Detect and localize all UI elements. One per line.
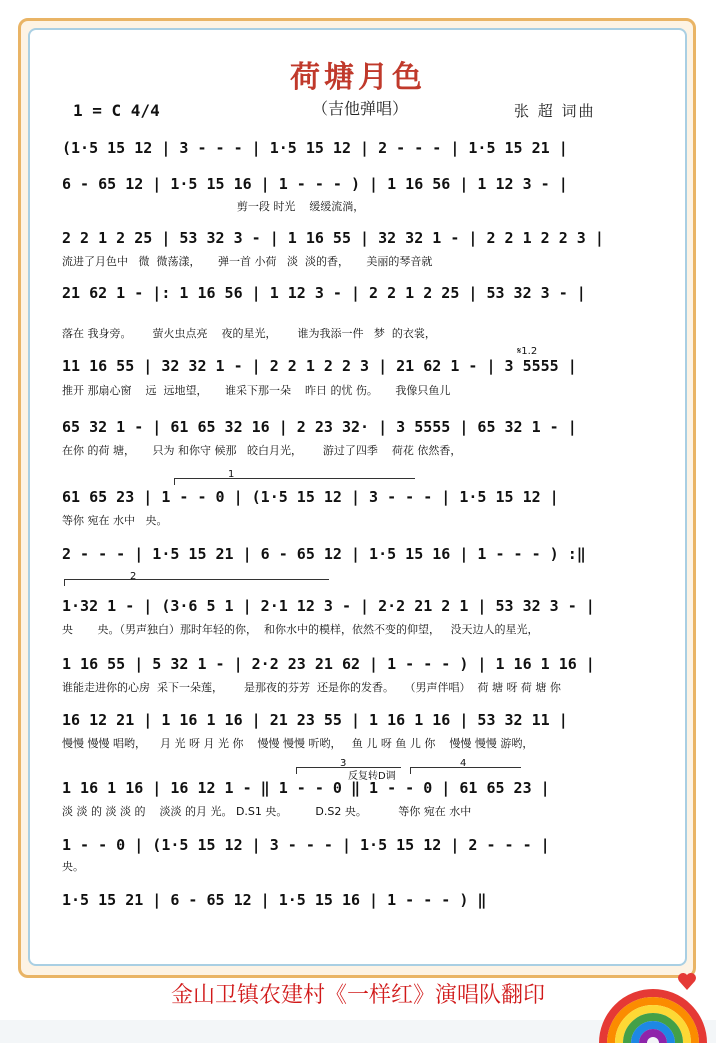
key-signature: 1 = C 4/4: [73, 101, 160, 120]
lyrics-row-7: 等你 宛在 水中 央。: [62, 514, 168, 527]
notation-row-10: 1 16 55 | 5 32 1 - | 2·2 23 21 62 | 1 - - - ) | 1 16 1 16 |: [62, 655, 595, 673]
notation-row-1: (1·5 15 12 | 3 - - - | 1·5 15 12 | 2 - - - | 1·5 15 21 |: [62, 139, 568, 157]
notation-row-7: 61 65 23 | 1 - - 0 | (1·5 15 12 | 3 - - - | 1·5 15 12 |: [62, 488, 559, 506]
key-change-note: 反复转D调: [348, 771, 396, 782]
volta-bracket-2: [64, 579, 329, 586]
notation-row-13: 1 - - 0 | (1·5 15 12 | 3 - - - | 1·5 15 12 | 2 - - - |: [62, 836, 550, 854]
heart-icon: [676, 970, 698, 992]
notation-row-14: 1·5 15 21 | 6 - 65 12 | 1·5 15 16 | 1 - - - ) ‖: [62, 891, 487, 909]
lyrics-row-5: 推开 那扇心窗 远 远地望， 谁采下那一朵 昨日 的忧 伤。 我像只鱼儿: [62, 384, 451, 397]
volta-label-2: 2: [130, 571, 137, 582]
volta-label-3: 3: [340, 758, 347, 769]
volta-label-4: 4: [460, 758, 467, 769]
lyrics-row-13: 央。: [62, 860, 84, 873]
lyrics-row-3: 流进了月色中 微 微荡漾， 弹一首 小荷 淡 淡的香， 美丽的琴音就: [62, 255, 433, 268]
lyrics-row-9: 央 央。（男声独白）那时年轻的你， 和你水中的模样，依然不变的仰望， 没天边人的星光，: [62, 623, 539, 636]
song-subtitle: （吉他弹唱）: [311, 99, 408, 118]
segno-mark: 𝄋1.2: [517, 346, 538, 357]
lyrics-row-11: 慢慢 慢慢 唱哟， 月 光 呀 月 光 你 慢慢 慢慢 听哟， 鱼 儿 呀 鱼 儿 你 慢慢 慢慢 游哟，: [62, 737, 534, 750]
notation-row-4: 21 62 1 - |: 1 16 56 | 1 12 3 - | 2 2 1 2 25 | 53 32 3 - |: [62, 284, 586, 302]
notation-row-9: 1·32 1 - | (3·6 5 1 | 2·1 12 3 - | 2·2 21 2 1 | 53 32 3 - |: [62, 597, 595, 615]
composer-credit: 张 超 词曲: [514, 102, 596, 120]
song-title: 荷塘月色: [290, 60, 426, 95]
volta-bracket-1: [174, 478, 415, 485]
notation-row-6: 65 32 1 - | 61 65 32 16 | 2 23 32· | 3 5555 | 65 32 1 - |: [62, 418, 577, 436]
notation-row-12: 1 16 1 16 | 16 12 1 - ‖ 1 - - 0 ‖ 1 - - 0 | 61 65 23 |: [62, 779, 550, 797]
lyrics-row-10: 谁能走进你的心房 采下一朵莲， 是那夜的芬芳 还是你的发香。 （男声伴唱） 荷 塘 呀 荷 塘 你: [62, 681, 561, 694]
rainbow-icon: [598, 984, 708, 1043]
footer-credit: 金山卫镇农建村《一样红》演唱队翻印: [170, 983, 545, 1008]
notation-row-11: 16 12 21 | 1 16 1 16 | 21 23 55 | 1 16 1 16 | 53 32 11 |: [62, 711, 568, 729]
notation-row-2: 6 - 65 12 | 1·5 15 16 | 1 - - - ) | 1 16 56 | 1 12 3 - |: [62, 175, 568, 193]
notation-row-5: 11 16 55 | 32 32 1 - | 2 2 1 2 2 3 | 21 62 1 - | 3 5555 |: [62, 357, 577, 375]
notation-row-3: 2 2 1 2 25 | 53 32 3 - | 1 16 55 | 32 32 1 - | 2 2 1 2 2 3 |: [62, 229, 604, 247]
lyrics-row-4: 落在 我身旁。 萤火虫点亮 夜的星光， 谁为我添一件 梦 的衣裳，: [62, 327, 436, 340]
lyrics-row-6: 在你 的荷 塘， 只为 和你守 候那 皎白月光， 游过了四季 荷花 依然香，: [62, 444, 462, 457]
volta-label-1: 1: [228, 469, 235, 480]
lyrics-row-2: 剪一段 时光 缓缓流淌，: [62, 200, 365, 213]
notation-row-8: 2 - - - | 1·5 15 21 | 6 - 65 12 | 1·5 15 16 | 1 - - - ) :‖: [62, 545, 586, 563]
lyrics-row-12: 淡 淡 的 淡 淡 的 淡淡 的月 光。 D.S1 央。 D.S2 央。 等你 宛在 水中: [62, 805, 472, 818]
